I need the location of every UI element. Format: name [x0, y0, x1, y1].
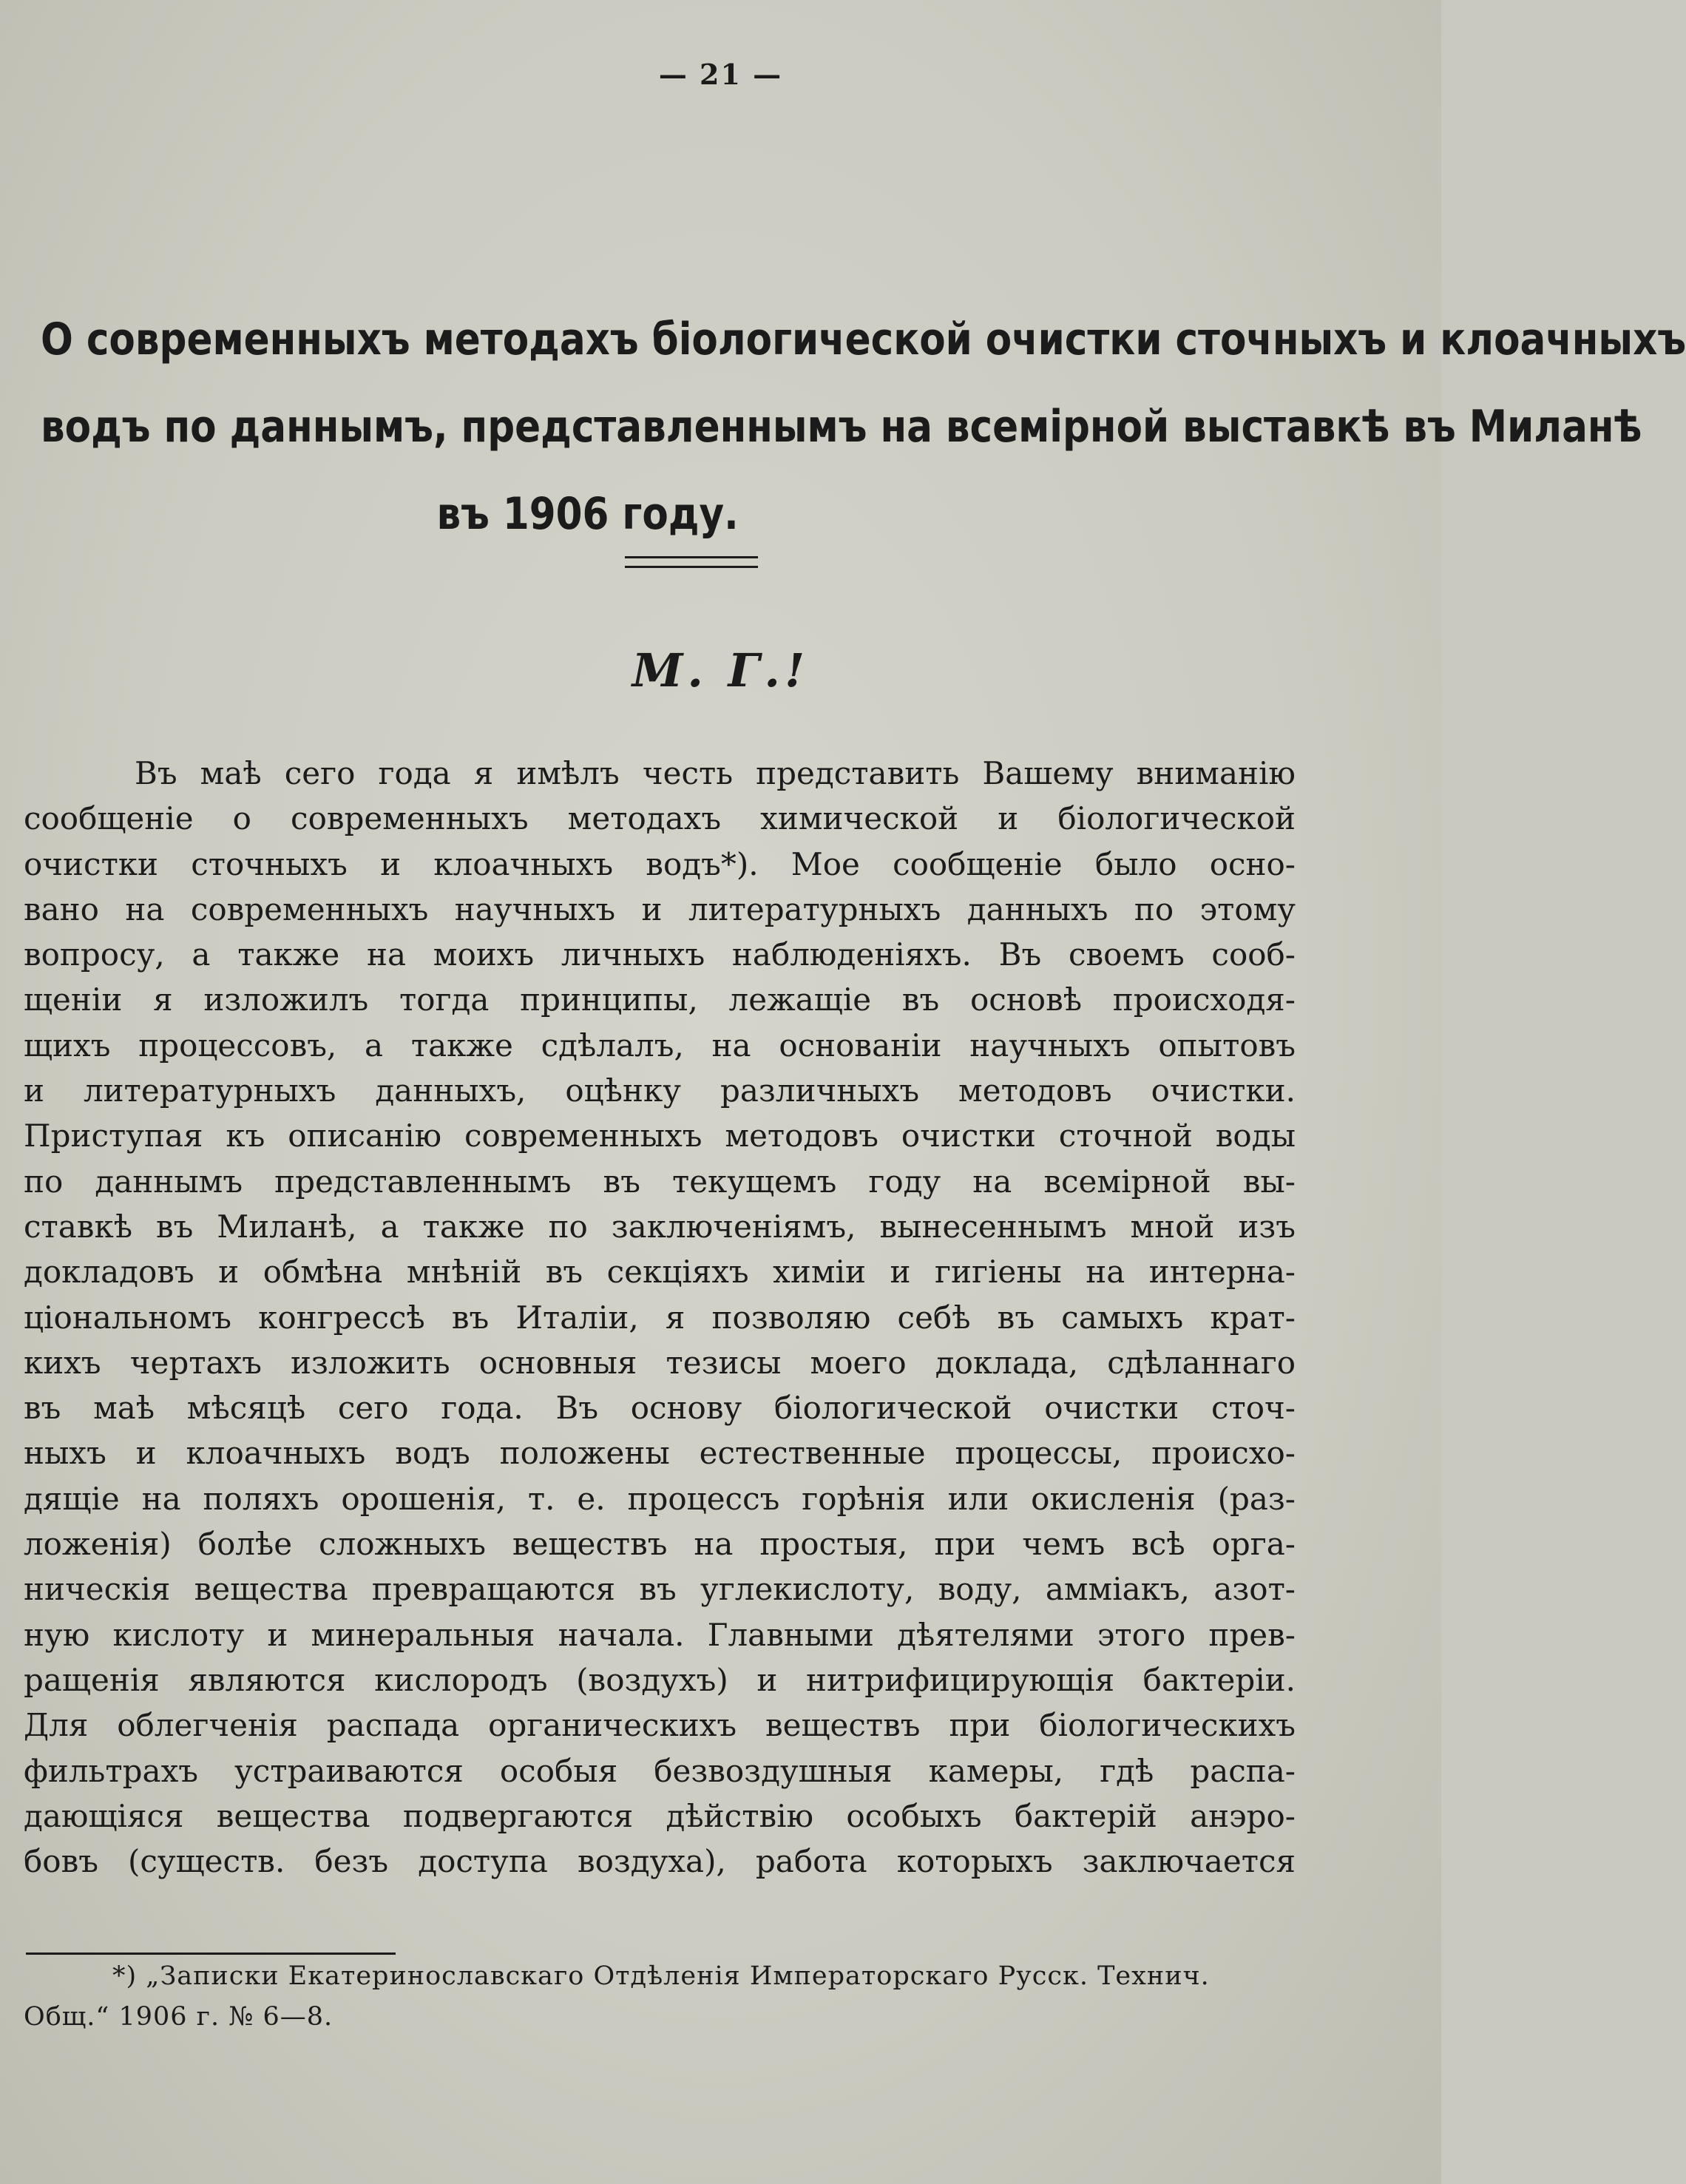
salutation: М. Г.!: [632, 643, 810, 697]
footnote-divider: [26, 1953, 396, 1955]
body-line: въ маѣ мѣсяцѣ сего года. Въ основу біологической очистки сточ-: [24, 1390, 1296, 1427]
body-line: и литературныхъ данныхъ, оцѣнку различныхъ методовъ очистки.: [24, 1072, 1296, 1109]
body-line: вопросу, а также на моихъ личныхъ наблюденіяхъ. Въ своемъ сооб-: [24, 936, 1296, 973]
title-divider: [625, 556, 758, 568]
footnote-line: Общ.“ 1906 г. № 6—8.: [24, 2002, 334, 2032]
body-line: дящіе на поляхъ орошенія, т. е. процессъ горѣнія или окисленія (раз-: [24, 1480, 1296, 1517]
page-number: — 21 —: [658, 58, 783, 91]
footnote: [24, 1956, 1281, 2038]
body-line: Приступая къ описанію современныхъ методовъ очистки сточной воды: [24, 1118, 1296, 1154]
body-line: дающіяся вещества подвергаются дѣйствію особыхъ бактерій анэро-: [24, 1797, 1296, 1834]
body-line: ложенія) болѣе сложныхъ веществъ на простыя, при чемъ всѣ орга-: [24, 1526, 1296, 1563]
body-line: вано на современныхъ научныхъ и литературныхъ данныхъ по этому: [24, 890, 1296, 927]
body-line: Для облегченія распада органическихъ веществъ при біологическихъ: [24, 1707, 1296, 1744]
body-line: фильтрахъ устраиваются особыя безвоздушныя камеры, гдѣ распа-: [24, 1752, 1296, 1789]
article-title: [41, 296, 1686, 558]
body-line: ную кислоту и минеральныя начала. Главными дѣятелями этого прев-: [24, 1616, 1296, 1653]
body-line: щихъ процессовъ, а также сдѣлалъ, на основаніи научныхъ опытовъ: [24, 1027, 1296, 1064]
body-text: [24, 751, 1296, 1884]
body-line: ціональномъ конгрессѣ въ Италіи, я позволяю себѣ въ самыхъ крат-: [24, 1299, 1296, 1336]
body-line: ническія вещества превращаются въ углекислоту, воду, амміакъ, азот-: [24, 1571, 1296, 1608]
body-line: ныхъ и клоачныхъ водъ положены естественные процессы, происхо-: [24, 1435, 1296, 1472]
title-line: въ 1906 году.: [436, 488, 739, 540]
body-line: бовъ (существ. безъ доступа воздуха), работа которыхъ заключается: [24, 1843, 1296, 1880]
body-line: Въ маѣ сего года я имѣлъ честь представить Вашему вниманію: [135, 755, 1296, 791]
body-line: ращенія являются кислородъ (воздухъ) и нитрифицирующія бактеріи.: [24, 1661, 1296, 1698]
body-line: по даннымъ представленнымъ въ текущемъ году на всемірной вы-: [24, 1163, 1296, 1200]
footnote-line: *) „Записки Екатеринославскаго Отдѣленія Императорскаго Русск. Технич.: [112, 1961, 1210, 1991]
body-line: докладовъ и обмѣна мнѣній въ секціяхъ химіи и гигіены на интерна-: [24, 1254, 1296, 1291]
body-line: сообщеніе о современныхъ методахъ химической и біологической: [24, 800, 1296, 837]
title-line: водъ по даннымъ, представленнымъ на всемірной выставкѣ въ Миланѣ: [41, 401, 1642, 453]
body-line: очистки сточныхъ и клоачныхъ водъ*). Мое сообщеніе было осно-: [24, 845, 1296, 882]
title-line: О современныхъ методахъ біологической очистки сточныхъ и клоачныхъ: [41, 314, 1686, 365]
body-line: ставкѣ въ Миланѣ, а также по заключеніямъ, вынесеннымъ мной изъ: [24, 1208, 1296, 1245]
body-line: щеніи я изложилъ тогда принципы, лежащіе въ основѣ происходя-: [24, 981, 1296, 1018]
body-line: кихъ чертахъ изложить основныя тезисы моего доклада, сдѣланнаго: [24, 1344, 1296, 1381]
